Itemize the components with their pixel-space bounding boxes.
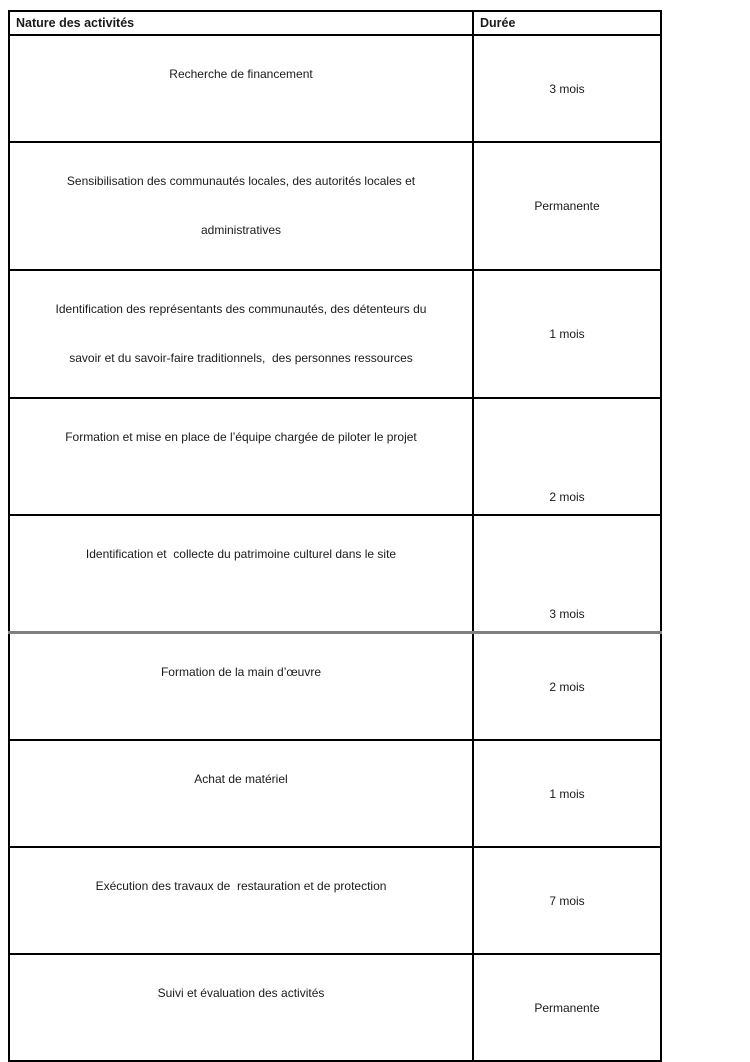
duration-cell: Permanente: [473, 954, 661, 1061]
activity-line: Identification des représentants des communautés, des détenteurs du: [55, 302, 427, 316]
table-row: [9, 398, 661, 515]
table-row: [9, 515, 661, 633]
activity-line: Exécution des travaux de restauration et de protection: [95, 879, 387, 893]
activity-cell: [9, 35, 473, 142]
duration-cell: 2 mois: [473, 633, 661, 741]
activity-line: Formation de la main d’œuvre: [160, 665, 322, 679]
activity-line: administratives: [200, 223, 282, 237]
table-row: [9, 847, 661, 954]
duration-cell: 3 mois: [473, 35, 661, 142]
duration-cell: 2 mois: [473, 398, 661, 515]
table-row: [9, 270, 661, 398]
duration-cell: 3 mois: [473, 515, 661, 633]
duration-cell: 1 mois: [473, 270, 661, 398]
table-header-row: [9, 11, 661, 35]
activity-cell: [9, 954, 473, 1061]
activity-cell: [9, 515, 473, 633]
activity-line: savoir et du savoir-faire traditionnels, des personnes ressources: [69, 351, 413, 365]
duration-cell: 1 mois: [473, 740, 661, 847]
activity-line: Sensibilisation des communautés locales, des autorités locales et: [66, 174, 416, 188]
activity-line: Achat de matériel: [194, 772, 288, 786]
activity-line: Recherche de financement: [169, 67, 313, 81]
table-row: [9, 954, 661, 1061]
duration-cell: Permanente: [473, 142, 661, 270]
header-activity-label: Nature des activités: [9, 11, 473, 35]
activity-cell: [9, 398, 473, 515]
activity-cell: [9, 142, 473, 270]
activity-cell: [9, 270, 473, 398]
activity-cell: [9, 847, 473, 954]
activity-cell: [9, 633, 473, 741]
activity-line: Suivi et évaluation des activités: [157, 986, 325, 1000]
activity-cell: [9, 740, 473, 847]
activities-table: [8, 10, 662, 1062]
table-row: [9, 633, 661, 741]
table-row: [9, 142, 661, 270]
activity-line: Identification et collecte du patrimoine culturel dans le site: [85, 547, 397, 561]
duration-cell: 7 mois: [473, 847, 661, 954]
table-row: [9, 740, 661, 847]
table-row: [9, 35, 661, 142]
activity-line: Formation et mise en place de l’équipe chargée de piloter le projet: [65, 430, 417, 444]
header-duration-label: Durée: [473, 11, 661, 35]
